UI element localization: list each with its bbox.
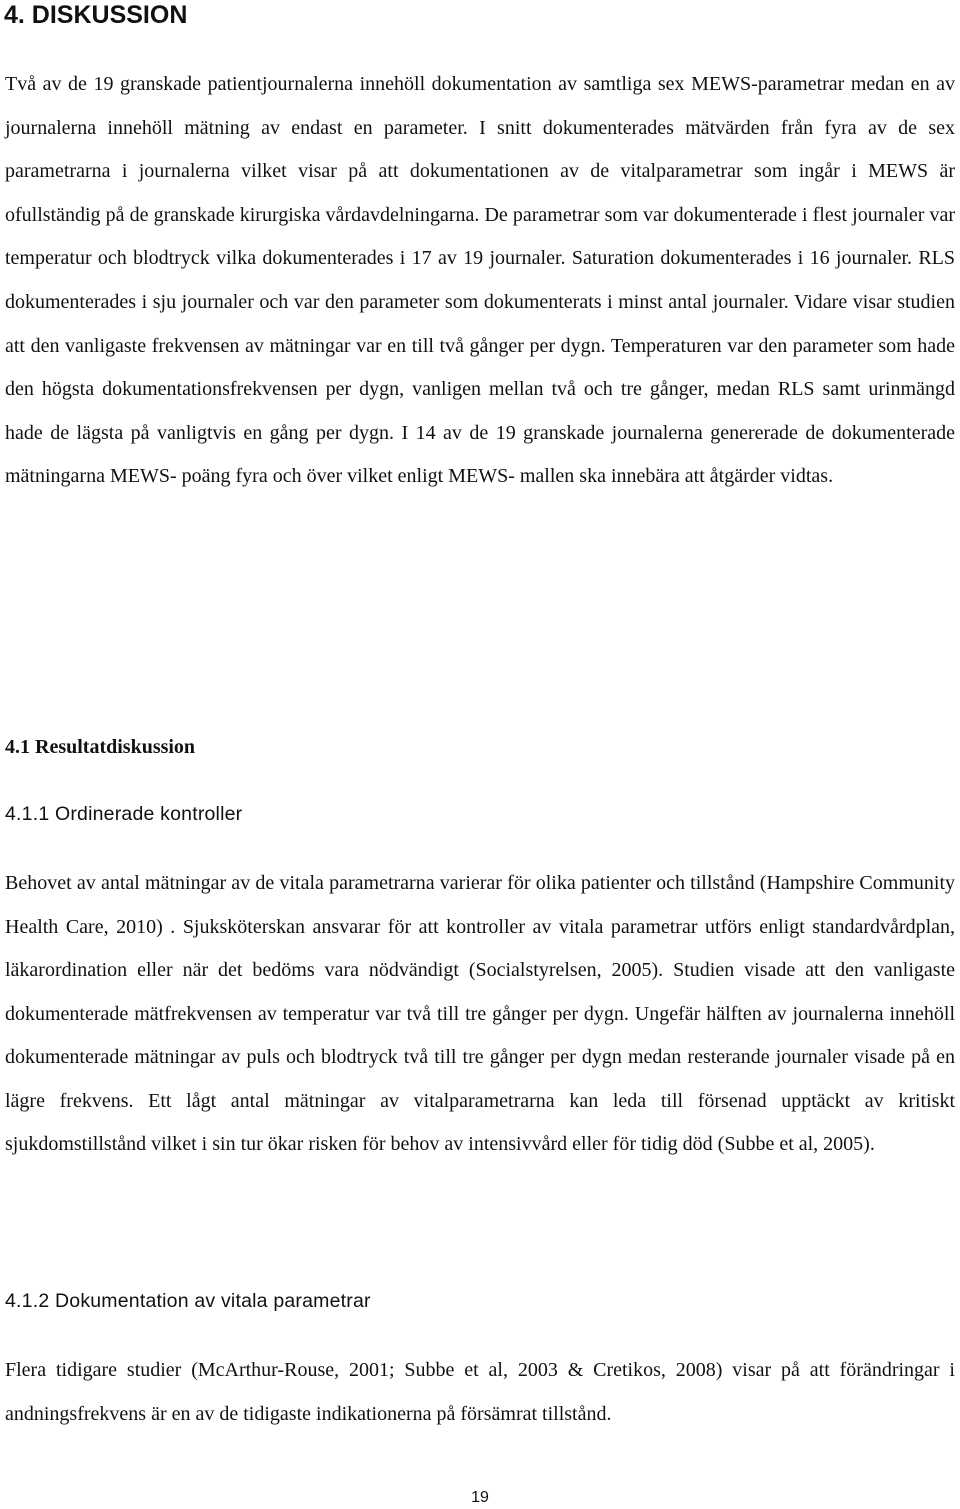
page-number: 19 xyxy=(471,1489,489,1506)
discussion-paragraph: Två av de 19 granskade patientjournalerna innehöll dokumentation av samtliga sex MEWS-parametrar medan en av journalerna innehöll mätning av endast en parameter. I snitt dokumenterades mätvärden från fyra av de sex parametrarna i journalerna vilket visar på att dokumentationen av de vitalparametrar som ingår i MEWS är ofullständig på de granskade kirurgiska vårdavdelningarna. De parametrar som var dokumenterade i flest journaler var temperatur och blodtryck vilka dokumenterades i 17 av 19 journaler. Saturation dokumenterades i 16 journaler. RLS dokumenterades i sju journaler och var den parameter som dokumenterats i minst antal journaler. Vidare visar studien att den vanligaste frekvensen av mätningar var en till två gånger per dygn. Temperaturen var den parameter som hade den högsta dokumentationsfrekvensen per dygn, vanligen mellan två och tre gånger, medan RLS samt urinmängd hade de lägsta på vanligtvis en gång per dygn. I 14 av de 19 granskade journalerna genererade de dokumenterade mätningarna MEWS- poäng fyra och över vilket enligt MEWS- mallen ska innebära att åtgärder vidtas. xyxy=(5,73,955,488)
dokumentation-paragraph: Flera tidigare studier (McArthur-Rouse, 2001; Subbe et al, 2003 & Cretikos, 2008) visar på att förändringar i andningsfrekvens är en av de tidigaste indikationerna på försämrat tillstånd. xyxy=(5,1359,955,1425)
ordinerade-paragraph: Behovet av antal mätningar av de vitala parametrarna varierar för olika patienter och tillstånd (Hampshire Community Health Care, 2010) . Sjuksköterskan ansvarar för att kontroller av vitala parametrar utförs enligt standardvårdplan, läkarordination eller när det bedöms vara nödvändigt (Socialstyrelsen, 2005). Studien visade att den vanligaste dokumenterade mätfrekvensen av temperatur var två till tre gånger per dygn. Ungefär hälften av journalerna innehöll dokumenterade mätningar av puls och blodtryck två till tre gånger per dygn medan resterande journaler visade på en lägre frekvens. Ett lågt antal mätningar av vitalparametrarna kan leda till försenad upptäckt av kritiskt sjukdomstillstånd vilket i sin tur ökar risken för behov av intensivvård eller för tidig död (Subbe et al, 2005). xyxy=(5,872,955,1155)
subsection-heading-dokumentation: 4.1.2 Dokumentation av vitala parametrar xyxy=(5,1290,371,1312)
chapter-heading: 4. DISKUSSION xyxy=(4,1,188,29)
section-heading: 4.1 Resultatdiskussion xyxy=(5,736,196,758)
subsection-heading-ordinerade: 4.1.1 Ordinerade kontroller xyxy=(5,803,243,825)
